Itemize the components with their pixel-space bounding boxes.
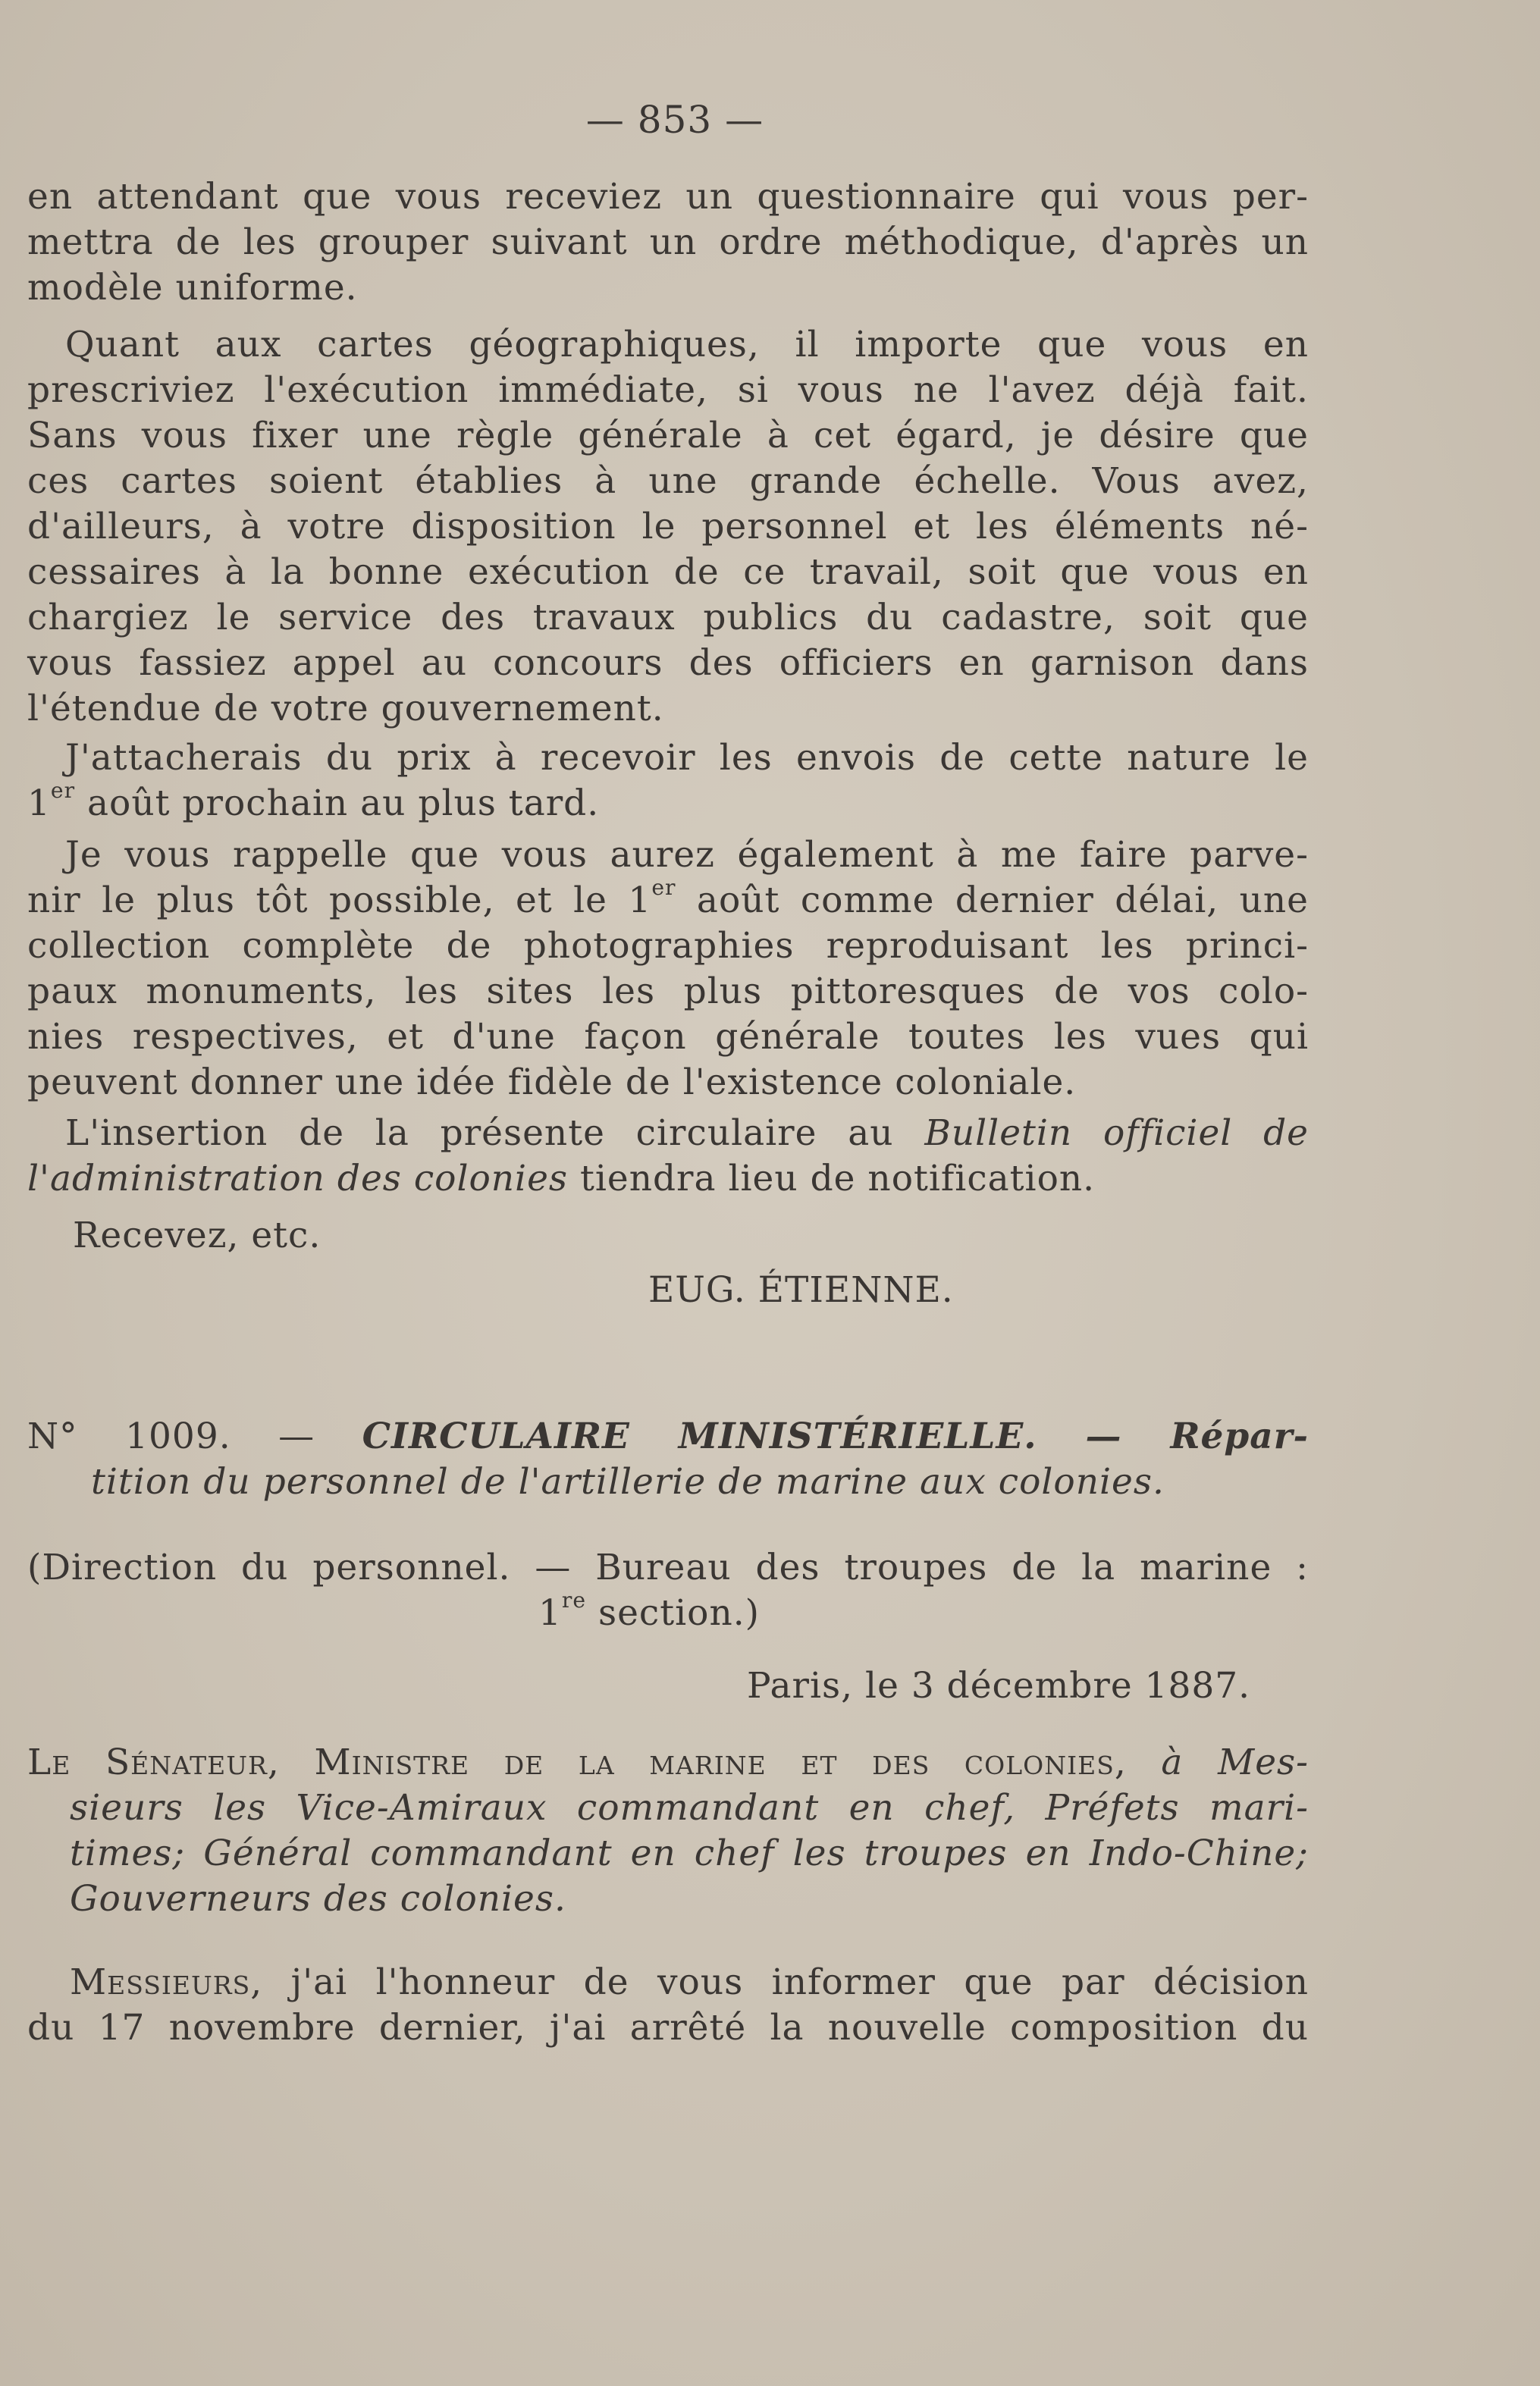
text-line: prescriviez l'exécution immédiate, si vous ne l'avez déjà fait.	[27, 369, 1309, 411]
date-line: Paris, le 3 décembre 1887.	[747, 1665, 1251, 1707]
text-line: du 17 novembre dernier, j'ai arrêté la nouvelle composition du	[27, 2007, 1309, 2049]
text-line: en attendant que vous receviez un questionnaire qui vous per-	[27, 176, 1309, 218]
address-line: Le Sénateur, Ministre de la marine et des colonies, à Mes-	[27, 1742, 1309, 1783]
text-line: collection complète de photographies reproduisant les princi-	[27, 925, 1309, 967]
text-line: mettra de les grouper suivant un ordre méthodique, d'après un	[27, 221, 1309, 263]
direction-line: 1re section.)	[538, 1588, 761, 1634]
address-line: sieurs les Vice-Amiraux commandant en chef, Préfets mari-	[70, 1787, 1309, 1829]
text-line: J'attacherais du prix à recevoir les envois de cette nature le	[65, 737, 1309, 779]
text-line: vous fassiez appel au concours des officiers en garnison dans	[27, 642, 1309, 684]
text-line: Je vous rappelle que vous aurez également à me faire parve-	[65, 834, 1309, 876]
text-line: nies respectives, et d'une façon générale toutes les vues qui	[27, 1016, 1309, 1058]
text-line: d'ailleurs, à votre disposition le personnel et les éléments né-	[27, 506, 1309, 547]
direction-line: (Direction du personnel. — Bureau des troupes de la marine :	[27, 1547, 1309, 1588]
text-line: Messieurs, j'ai l'honneur de vous informer que par décision	[70, 1961, 1309, 2003]
closing-text: Recevez, etc.	[73, 1215, 321, 1256]
text-line: paux monuments, les sites les plus pittoresques de vos colo-	[27, 970, 1309, 1012]
text-line: Sans vous fixer une règle générale à cet égard, je désire que	[27, 415, 1309, 456]
text-line: cessaires à la bonne exécution de ce travail, soit que vous en	[27, 551, 1309, 593]
text-line: ces cartes soient établies à une grande échelle. Vous avez,	[27, 460, 1309, 502]
text-line: Quant aux cartes géographiques, il importe que vous en	[65, 324, 1309, 365]
text-line: l'étendue de votre gouvernement.	[27, 688, 664, 729]
circular-heading: N° 1009. — CIRCULAIRE MINISTÉRIELLE. — Répar-	[27, 1416, 1309, 1457]
text-line: l'administration des colonies tiendra lieu de notification.	[27, 1158, 1096, 1199]
text-line: modèle uniforme.	[27, 267, 358, 309]
circular-subtitle: tition du personnel de l'artillerie de marine aux colonies.	[91, 1461, 1165, 1503]
text-line: nir le plus tôt possible, et le 1er août comme dernier délai, une	[27, 875, 1309, 921]
signature: EUG. ÉTIENNE.	[648, 1269, 954, 1311]
text-line: 1er août prochain au plus tard.	[27, 778, 600, 824]
page-number: — 853 —	[585, 98, 764, 142]
text-line: peuvent donner une idée fidèle de l'existence coloniale.	[27, 1061, 1077, 1103]
address-line: times; Général commandant en chef les troupes en Indo-Chine;	[70, 1833, 1309, 1874]
address-line: Gouverneurs des colonies.	[70, 1878, 566, 1920]
text-line: chargiez le service des travaux publics du cadastre, soit que	[27, 597, 1309, 638]
text-line: L'insertion de la présente circulaire au Bulletin officiel de	[65, 1112, 1309, 1154]
